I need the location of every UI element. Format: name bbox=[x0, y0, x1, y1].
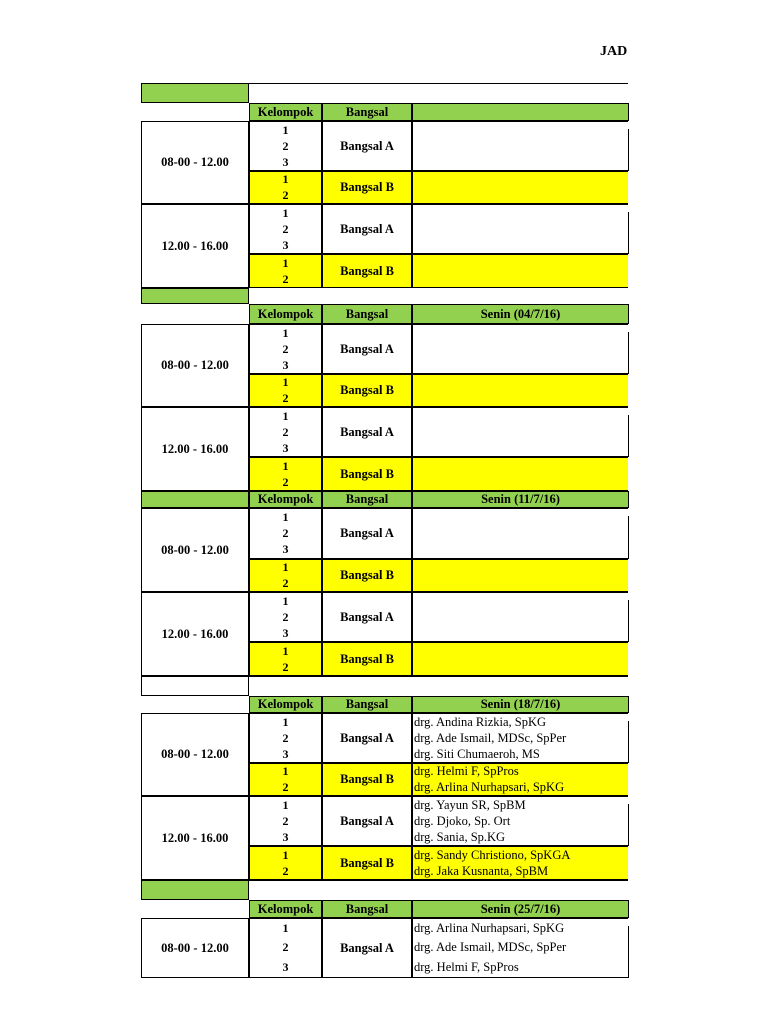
group-numbers-b bbox=[249, 171, 322, 204]
group-number: 2 bbox=[282, 575, 289, 590]
group-number: 3 bbox=[282, 746, 289, 761]
ward-a: Bangsal A bbox=[322, 918, 412, 978]
ward-a: Bangsal A bbox=[322, 713, 412, 763]
cell-edge bbox=[628, 212, 629, 254]
time-slot: 08-00 - 12.00 bbox=[141, 324, 249, 407]
group-number: 1 bbox=[282, 921, 289, 936]
group-number: 2 bbox=[282, 730, 289, 745]
group-numbers-a bbox=[249, 796, 322, 846]
time-slot: 08-00 - 12.00 bbox=[141, 508, 249, 592]
group-numbers-a bbox=[249, 508, 322, 559]
doctor-list-a bbox=[412, 121, 628, 171]
group-number: 2 bbox=[282, 659, 289, 674]
doctor-name: drg. Arlina Nurhapsari, SpKG bbox=[414, 779, 565, 794]
doctor-list-a bbox=[412, 796, 628, 846]
doctor-name: drg. Yayun SR, SpBM bbox=[414, 797, 526, 812]
column-header-kelompok: Kelompok bbox=[249, 304, 322, 324]
group-number: 2 bbox=[282, 779, 289, 794]
ward-b: Bangsal B bbox=[322, 254, 412, 288]
group-number: 2 bbox=[282, 813, 289, 828]
doctor-list-b bbox=[412, 642, 628, 676]
ward-b: Bangsal B bbox=[322, 846, 412, 880]
group-number: 3 bbox=[282, 625, 289, 640]
doctor-list-a bbox=[412, 508, 628, 559]
ward-a: Bangsal A bbox=[322, 592, 412, 642]
ward-a: Bangsal A bbox=[322, 204, 412, 254]
doctor-list-b bbox=[412, 457, 628, 491]
group-numbers-b bbox=[249, 846, 322, 880]
band-rule bbox=[249, 676, 628, 677]
group-number: 1 bbox=[282, 797, 289, 812]
doctor-name: drg. Sania, Sp.KG bbox=[414, 829, 506, 844]
time-slot: 12.00 - 16.00 bbox=[141, 407, 249, 491]
group-number: 1 bbox=[282, 375, 289, 390]
group-numbers-b bbox=[249, 374, 322, 407]
group-number: 1 bbox=[282, 560, 289, 575]
time-slot: 12.00 - 16.00 bbox=[141, 592, 249, 676]
group-numbers-a bbox=[249, 324, 322, 374]
group-number: 3 bbox=[282, 237, 289, 252]
doctor-name: drg. Sandy Christiono, SpKGA bbox=[414, 847, 571, 862]
group-number: 1 bbox=[282, 255, 289, 270]
group-number: 1 bbox=[282, 325, 289, 340]
doctor-list-a bbox=[412, 324, 628, 374]
group-number: 1 bbox=[282, 172, 289, 187]
section-band bbox=[141, 880, 249, 900]
section-band bbox=[141, 491, 249, 508]
group-number: 1 bbox=[282, 458, 289, 473]
group-number: 1 bbox=[282, 122, 289, 137]
doctor-list-b bbox=[412, 559, 628, 592]
doctor-list-a bbox=[412, 592, 628, 642]
cell-edge bbox=[628, 926, 629, 978]
group-number: 1 bbox=[282, 205, 289, 220]
time-slot: 08-00 - 12.00 bbox=[141, 121, 249, 204]
column-header-date: Senin (18/7/16) bbox=[412, 696, 629, 713]
group-number: 2 bbox=[282, 390, 289, 405]
doctor-list-b bbox=[412, 763, 628, 796]
group-number: 3 bbox=[282, 440, 289, 455]
sheet-title: JAD bbox=[600, 44, 628, 59]
cell-edge bbox=[628, 129, 629, 171]
time-slot: 08-00 - 12.00 bbox=[141, 713, 249, 796]
group-number: 1 bbox=[282, 593, 289, 608]
ward-b: Bangsal B bbox=[322, 171, 412, 204]
doctor-name: drg. Ade Ismail, MDSc, SpPer bbox=[414, 940, 567, 955]
group-numbers-b bbox=[249, 254, 322, 288]
doctor-name: drg. Andina Rizkia, SpKG bbox=[414, 714, 547, 729]
group-number: 2 bbox=[282, 940, 289, 955]
group-number: 3 bbox=[282, 829, 289, 844]
doctor-name: drg. Jaka Kusnanta, SpBM bbox=[414, 863, 549, 878]
group-numbers-b bbox=[249, 642, 322, 676]
column-header-date: Senin (25/7/16) bbox=[412, 900, 629, 918]
group-number: 1 bbox=[282, 847, 289, 862]
column-header-date: Senin (04/7/16) bbox=[412, 304, 629, 324]
column-header-kelompok: Kelompok bbox=[249, 103, 322, 121]
column-header-bangsal: Bangsal bbox=[322, 304, 412, 324]
column-header-kelompok: Kelompok bbox=[249, 491, 322, 508]
group-number: 3 bbox=[282, 542, 289, 557]
band-rule bbox=[249, 880, 628, 881]
doctor-list-b bbox=[412, 846, 628, 880]
band-rule bbox=[249, 83, 628, 84]
group-numbers-a bbox=[249, 713, 322, 763]
doctor-list-a bbox=[412, 204, 628, 254]
group-number: 2 bbox=[282, 138, 289, 153]
ward-b: Bangsal B bbox=[322, 457, 412, 491]
group-number: 2 bbox=[282, 609, 289, 624]
cell-edge bbox=[628, 721, 629, 763]
doctor-list-a bbox=[412, 918, 628, 978]
ward-b: Bangsal B bbox=[322, 763, 412, 796]
doctor-list-b bbox=[412, 374, 628, 407]
group-number: 3 bbox=[282, 959, 289, 974]
group-number: 2 bbox=[282, 187, 289, 202]
column-header-bangsal: Bangsal bbox=[322, 900, 412, 918]
group-number: 1 bbox=[282, 643, 289, 658]
cell-edge bbox=[628, 804, 629, 846]
time-slot: 12.00 - 16.00 bbox=[141, 204, 249, 288]
column-header-date: Senin (11/7/16) bbox=[412, 491, 629, 508]
group-numbers-a bbox=[249, 592, 322, 642]
ward-a: Bangsal A bbox=[322, 508, 412, 559]
column-header-bangsal: Bangsal bbox=[322, 103, 412, 121]
group-number: 2 bbox=[282, 424, 289, 439]
column-header-bangsal: Bangsal bbox=[322, 696, 412, 713]
group-numbers-a bbox=[249, 204, 322, 254]
group-number: 2 bbox=[282, 863, 289, 878]
ward-a: Bangsal A bbox=[322, 796, 412, 846]
ward-a: Bangsal A bbox=[322, 121, 412, 171]
doctor-list-a bbox=[412, 407, 628, 457]
cell-edge bbox=[628, 600, 629, 642]
group-numbers-a bbox=[249, 121, 322, 171]
group-numbers-a bbox=[249, 407, 322, 457]
doctor-name: drg. Helmi F, SpPros bbox=[414, 764, 519, 779]
ward-a: Bangsal A bbox=[322, 324, 412, 374]
doctor-list-b bbox=[412, 171, 628, 204]
group-number: 2 bbox=[282, 341, 289, 356]
ward-a: Bangsal A bbox=[322, 407, 412, 457]
doctor-name: drg. Helmi F, SpPros bbox=[414, 959, 519, 974]
time-slot: 12.00 - 16.00 bbox=[141, 796, 249, 880]
cell-edge bbox=[628, 415, 629, 457]
group-number: 1 bbox=[282, 408, 289, 423]
doctor-name: drg. Djoko, Sp. Ort bbox=[414, 813, 511, 828]
section-band bbox=[141, 83, 249, 103]
time-slot: 08-00 - 12.00 bbox=[141, 918, 249, 978]
cell-edge bbox=[628, 516, 629, 559]
group-number: 1 bbox=[282, 764, 289, 779]
group-number: 2 bbox=[282, 221, 289, 236]
group-number: 2 bbox=[282, 474, 289, 489]
section-band bbox=[141, 288, 249, 304]
group-number: 2 bbox=[282, 271, 289, 286]
doctor-name: drg. Ade Ismail, MDSc, SpPer bbox=[414, 730, 567, 745]
group-number: 3 bbox=[282, 154, 289, 169]
cell-edge bbox=[628, 332, 629, 374]
ward-b: Bangsal B bbox=[322, 642, 412, 676]
group-number: 3 bbox=[282, 357, 289, 372]
column-header-date bbox=[412, 103, 629, 121]
doctor-name: drg. Siti Chumaeroh, MS bbox=[414, 746, 540, 761]
section-band bbox=[141, 676, 249, 696]
group-number: 1 bbox=[282, 714, 289, 729]
ward-b: Bangsal B bbox=[322, 559, 412, 592]
group-numbers-b bbox=[249, 457, 322, 491]
group-numbers-b bbox=[249, 763, 322, 796]
group-number: 1 bbox=[282, 509, 289, 524]
group-numbers-a bbox=[249, 918, 322, 978]
column-header-kelompok: Kelompok bbox=[249, 696, 322, 713]
column-header-kelompok: Kelompok bbox=[249, 900, 322, 918]
group-number: 2 bbox=[282, 525, 289, 540]
doctor-name: drg. Arlina Nurhapsari, SpKG bbox=[414, 921, 565, 936]
doctor-list-b bbox=[412, 254, 628, 288]
column-header-bangsal: Bangsal bbox=[322, 491, 412, 508]
ward-b: Bangsal B bbox=[322, 374, 412, 407]
group-numbers-b bbox=[249, 559, 322, 592]
doctor-list-a bbox=[412, 713, 628, 763]
